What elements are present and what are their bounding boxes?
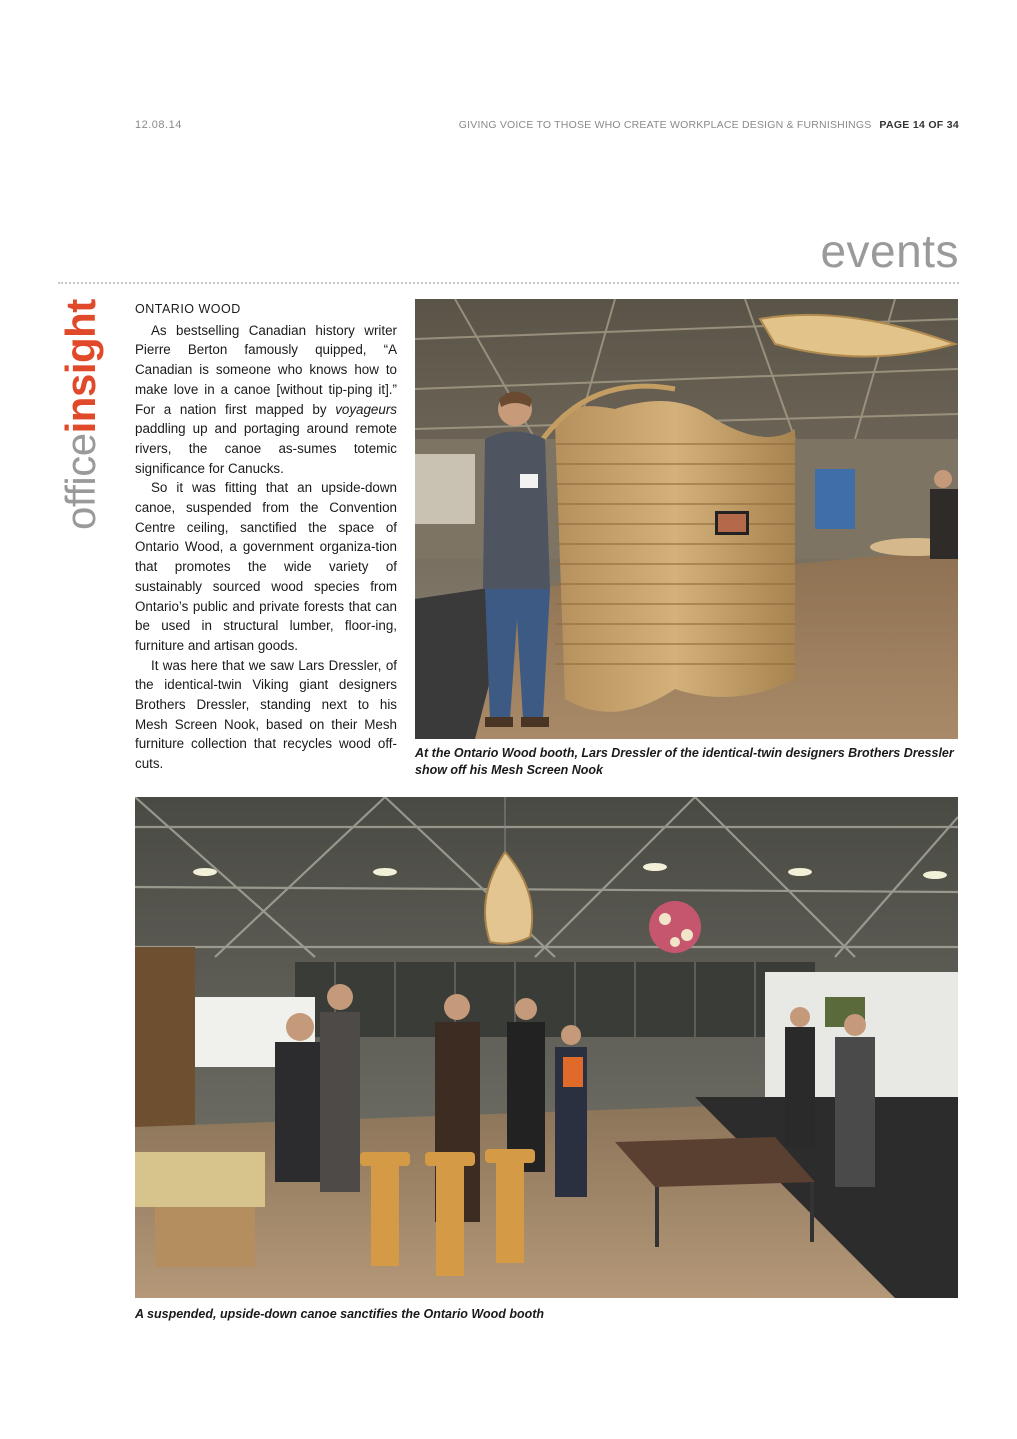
brand-logo-insight: insight xyxy=(57,299,104,434)
photo-mesh-screen-nook xyxy=(415,299,958,739)
brand-logo-office: office xyxy=(57,433,104,530)
article-body xyxy=(135,300,397,774)
article-paragraph: It was here that we saw Lars Dressler, of the identical-twin Viking giant designers Brothers Dressler, standing next to his Mesh Screen Nook, based on their Mesh furniture collection that recycles wood off-cuts. xyxy=(135,657,397,772)
p1-text-b: paddling up and portaging around remote rivers, the canoe as-sumes totemic significance for Canucks. xyxy=(135,421,397,476)
header-right xyxy=(459,119,959,131)
header-date: 12.08.14 xyxy=(135,119,182,131)
brand-logo xyxy=(59,130,103,530)
header-tagline: GIVING VOICE TO THOSE WHO CREATE WORKPLACE DESIGN & FURNISHINGS xyxy=(458,119,872,131)
article-paragraph xyxy=(135,321,397,479)
photo1-caption: At the Ontario Wood booth, Lars Dressler of the identical-twin designers Brothers Dressler show off his Mesh Screen Nook xyxy=(415,746,954,777)
page-number: PAGE 14 OF 34 xyxy=(879,119,959,131)
section-title: events xyxy=(820,225,959,277)
photo-ontario-wood-booth xyxy=(135,797,958,1298)
article-paragraph: So it was fitting that an upside-down canoe, suspended from the Convention Centre ceiling, sanctified the space of Ontario Wood, a government organiza-tion that promotes the wide variety of sustainably sourced wood species from Ontario’s public and private forests that can be used in structural lumber, floor-ing, furniture and artisan goods. xyxy=(135,480,397,653)
p1-text-a: As bestselling Canadian history writer Pierre Berton famously quipped, “A Canadian is someone who knows how to make love in a canoe [without tip-ping it].” For a nation first mapped by xyxy=(135,322,397,417)
photo2-caption: A suspended, upside-down canoe sanctifies the Ontario Wood booth xyxy=(135,1307,545,1321)
p1-emphasis: voyageurs xyxy=(335,401,397,417)
article-kicker: ONTARIO WOOD xyxy=(135,302,241,316)
section-divider xyxy=(58,282,959,284)
